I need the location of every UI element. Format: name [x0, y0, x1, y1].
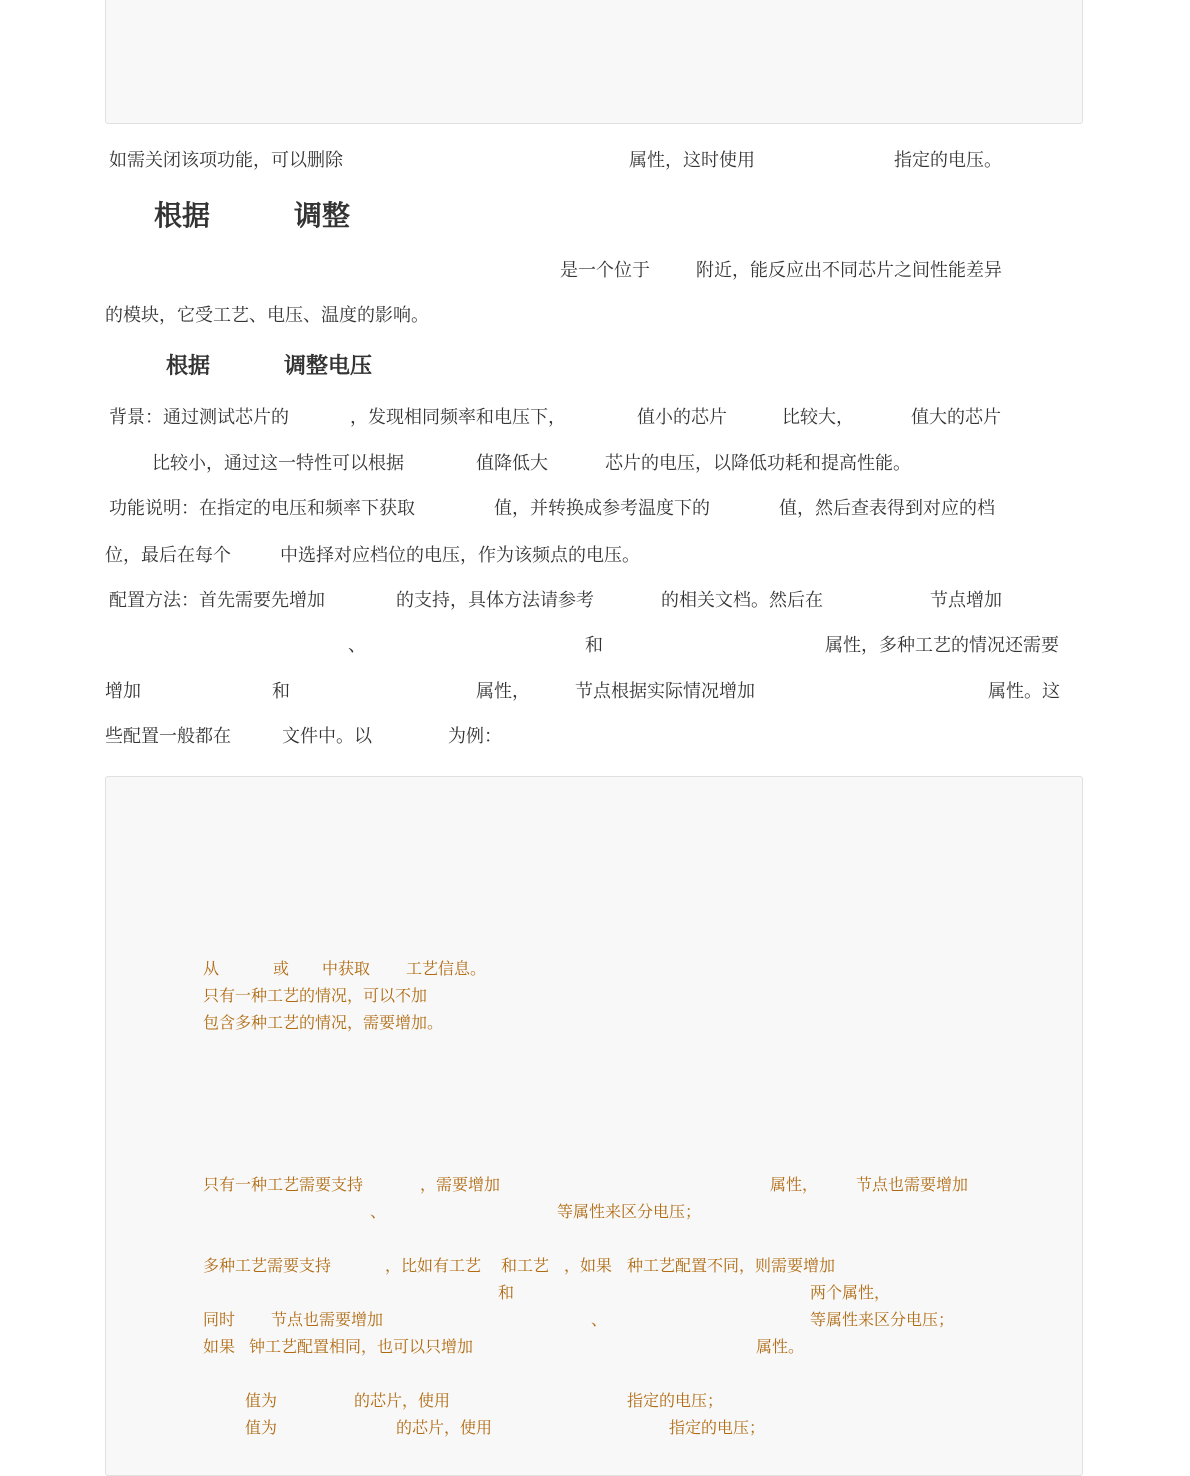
paragraph-text: 的相关文档。然后在: [661, 590, 823, 611]
code-block: [105, 776, 1083, 1476]
code-comment: 属性。: [756, 1337, 805, 1356]
paragraph-text: 比较小，通过这一特性可以根据: [152, 453, 404, 474]
code-comment: 等属性来区分电压；: [810, 1310, 955, 1329]
paragraph-text: 文件中。以: [282, 726, 372, 747]
code-comment: 钟工艺配置相同，也可以只增加: [249, 1337, 474, 1356]
code-comment: ，比如有工艺: [385, 1256, 482, 1275]
paragraph-text: 中选择对应档位的电压，作为该频点的电压。: [280, 545, 640, 566]
code-comment: 同时: [203, 1310, 236, 1329]
paragraph-text: 背景：通过测试芯片的: [109, 407, 289, 428]
code-comment: 如果: [203, 1337, 236, 1356]
code-comment: 节点也需要增加: [271, 1310, 384, 1329]
code-comment: ，需要增加: [420, 1175, 501, 1194]
paragraph-text: 位，最后在每个: [105, 545, 231, 566]
paragraph-text: 节点根据实际情况增加: [575, 681, 755, 702]
code-comment: 节点也需要增加: [856, 1175, 969, 1194]
heading-text: 根据: [166, 353, 211, 379]
heading-text: 调整: [294, 199, 351, 232]
paragraph-text: 附近，能反应出不同芯片之间性能差异: [696, 260, 1002, 281]
code-comment: 值为: [245, 1418, 278, 1437]
paragraph-text: 配置方法：首先需要先增加: [109, 590, 325, 611]
paragraph-text: 属性，多种工艺的情况还需要: [825, 635, 1059, 656]
code-comment: 、: [370, 1202, 387, 1221]
code-comment: ，如果: [564, 1256, 613, 1275]
paragraph-text: 的模块，它受工艺、电压、温度的影响。: [105, 305, 429, 326]
paragraph-text: 是一个位于: [560, 260, 650, 281]
code-comment: 包含多种工艺的情况，需要增加。: [203, 1013, 444, 1032]
code-comment: 或: [273, 959, 290, 978]
code-comment: 、: [591, 1310, 608, 1329]
paragraph-text: 值，并转换成参考温度下的: [494, 498, 710, 519]
paragraph-text: 值降低大: [476, 453, 548, 474]
paragraph-text: 些配置一般都在: [105, 726, 231, 747]
paragraph-text: 属性。这: [988, 681, 1060, 702]
code-comment: 值为: [245, 1391, 278, 1410]
code-comment: 只有一种工艺的情况，可以不加: [203, 986, 428, 1005]
paragraph-text: 为例：: [448, 726, 502, 747]
code-comment: 多种工艺需要支持: [203, 1256, 332, 1275]
intro-text: 指定的电压。: [894, 150, 1002, 171]
code-comment: 属性，: [770, 1175, 819, 1194]
paragraph-text: 值大的芯片: [911, 407, 1001, 428]
paragraph-text: 、: [348, 635, 366, 656]
code-comment: 的芯片，使用: [396, 1418, 493, 1437]
heading-text: 根据: [154, 199, 211, 232]
code-comment: 两个属性，: [810, 1283, 891, 1302]
intro-text: 属性，这时使用: [629, 150, 755, 171]
paragraph-text: 比较大，: [782, 407, 854, 428]
code-comment: 和工艺: [501, 1256, 550, 1275]
code-comment: 指定的电压；: [669, 1418, 766, 1437]
code-comment: 工艺信息。: [406, 959, 487, 978]
code-comment: 和: [498, 1283, 515, 1302]
code-comment: 只有一种工艺需要支持: [203, 1175, 364, 1194]
paragraph-text: 值，然后查表得到对应的档: [779, 498, 995, 519]
code-comment: 指定的电压；: [627, 1391, 724, 1410]
paragraph-text: 的支持，具体方法请参考: [396, 590, 594, 611]
code-comment: 等属性来区分电压；: [557, 1202, 702, 1221]
paragraph-text: 属性，: [476, 681, 530, 702]
heading-text: 调整电压: [284, 353, 373, 379]
paragraph-text: 节点增加: [930, 590, 1002, 611]
code-comment: 中获取: [322, 959, 371, 978]
paragraph-text: 芯片的电压，以降低功耗和提高性能。: [605, 453, 911, 474]
paragraph-text: 和: [585, 635, 603, 656]
paragraph-text: 和: [272, 681, 290, 702]
paragraph-text: 增加: [105, 681, 141, 702]
paragraph-text: ，发现相同频率和电压下，: [350, 407, 566, 428]
paragraph-text: 值小的芯片: [637, 407, 727, 428]
code-block-top: [105, 0, 1083, 124]
code-comment: 种工艺配置不同，则需要增加: [627, 1256, 836, 1275]
paragraph-text: 功能说明：在指定的电压和频率下获取: [109, 498, 415, 519]
intro-text: 如需关闭该项功能，可以删除: [109, 150, 343, 171]
code-comment: 从: [203, 959, 220, 978]
code-comment: 的芯片，使用: [354, 1391, 451, 1410]
